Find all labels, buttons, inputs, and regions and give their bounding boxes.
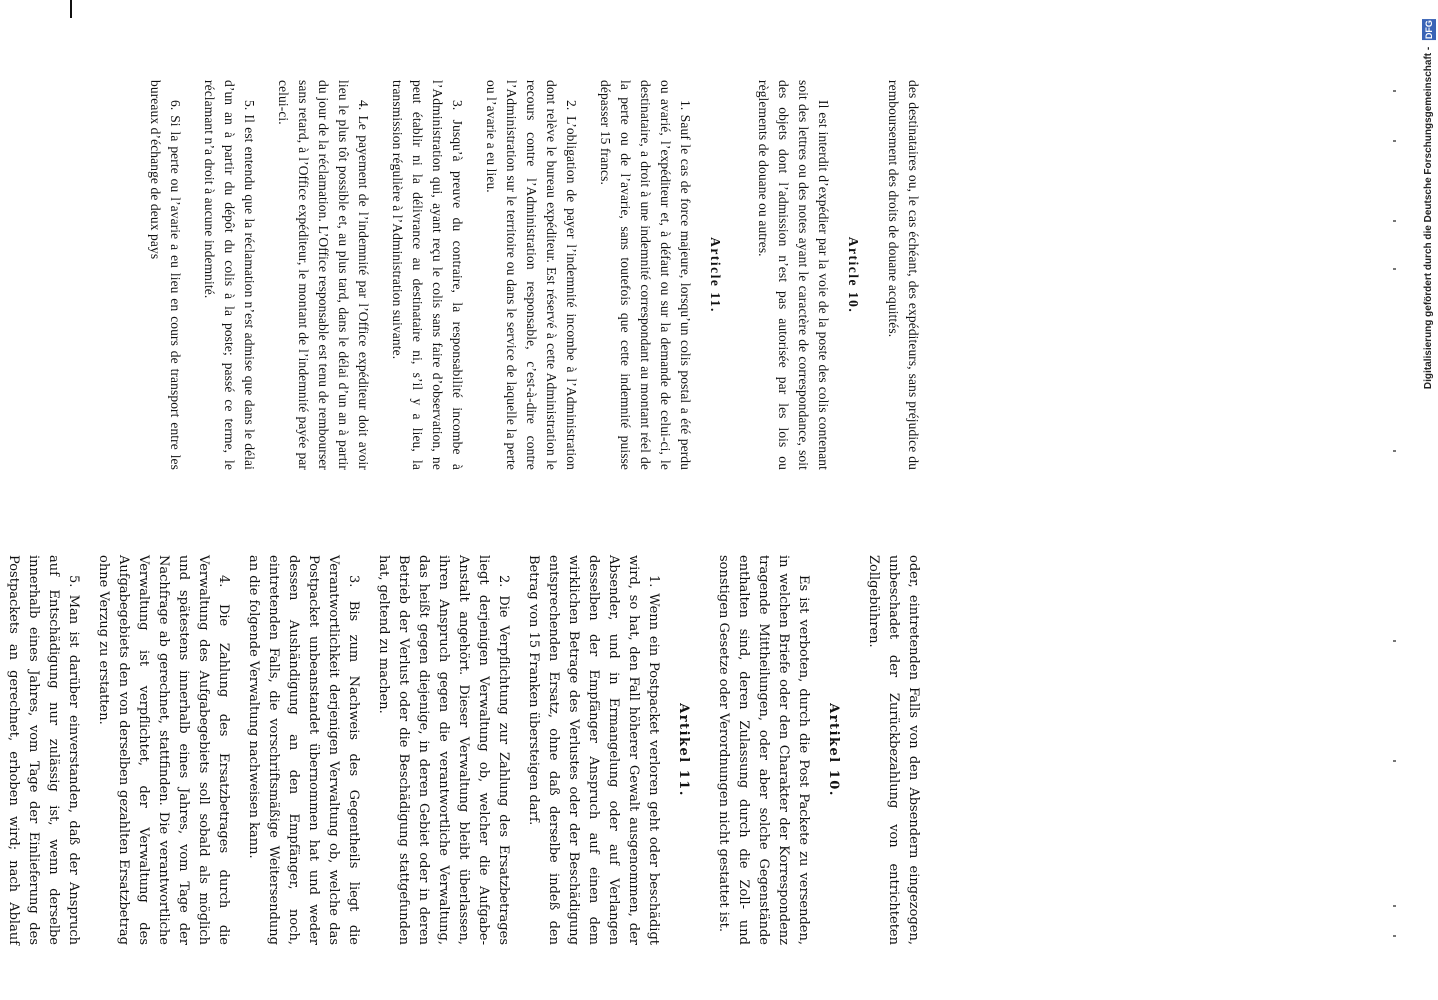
dfg-logo: DFG: [1424, 20, 1434, 39]
french-article-10-title: Article 10.: [846, 236, 861, 314]
french-paragraph-6: 6. Si la perte ou l’avarie a eu lieu en cours de transport entre les bureaux d’échange de deux pays: [148, 80, 183, 470]
french-article-11-title: Article 11.: [708, 237, 723, 313]
french-paragraph-3: 3. Jusqu’à preuve du contraire, la responsabilité incombe à l’Administration qui, ayant reçu le colis sans faire d’observation, ne peut établir ni la délivrance au destinataire ni, s’il y a lieu, la transmission régulière à l’Administration suivante.: [390, 80, 465, 470]
french-paragraph-5: 5. Il est entendu que la réclamation n’est admise que dans le délai d’un an à partir du dépôt du colis à la poste; passé ce terme, le réclamant n’a droit à aucune indemnité.: [202, 80, 257, 470]
german-paragraph-3: 3. Bis zum Nachweis des Gegentheils liegt die Verantwortlichkeit derjenigen Verwaltung ob, welche das Postpacket unbeanstandet übernommen hat und weder dessen Aushändigung an den Empfänger, noch, eintretenden Falls, die vorschriftsmäßige Weitersendung an die folgende Verwaltung nachweisen kann.: [246, 555, 361, 945]
funding-statement: Digitalisierung gefördert durch die Deutsche Forschungsgemeinschaft -: [1423, 46, 1434, 390]
french-article-10-text: Il est interdit d’expédier par la voie de la poste des colis contenant soit des lettres ou des notes ayant le caractère de correspondance, soit des objets dont l’admission n’est pas autorisée par les lois ou règlements de douane ou autres.: [756, 80, 831, 470]
french-intro: des destinataires ou, le cas échéant, des expéditeurs, sans préjudice du remboursement des droits de douane acquittés.: [886, 80, 921, 470]
german-article-11-title: Artikel 11.: [676, 703, 691, 797]
french-paragraph-1: 1. Sauf le cas de force majeure, lorsqu’un colis postal a été perdu ou avarié, l’expéditeur et, à défaut ou sur la demande de celui-ci, le destinataire, a droit à une indemnité correspondant au montant réel de la perte ou de l’avarie, sans toutefois que cette indemnité puisse dépasser 15 francs.: [598, 80, 693, 470]
margin-ticks: [1393, 0, 1413, 1000]
german-article-10-title: Artikel 10.: [826, 703, 841, 797]
french-paragraph-2: 2. L’obligation de payer l’indemnité incombe à l’Administration dont relève le bureau expéditeur. Est réservé à cette Administration le recours contre l’Administration responsable, c’est-à-dire contre l’Administration sur le territoire ou dans le service de laquelle la perte ou l’avarie a eu lieu.: [484, 80, 579, 470]
german-intro: oder, eintretenden Falls von den Absendern eingezogen, unbeschadet der Zurückbezahlung von entrichteten Zollgebühren.: [866, 555, 921, 945]
digitization-note: [1418, 11, 1438, 971]
german-article-10-text: Es ist verboten, durch die Post Packete zu versenden, in welchen Briefe oder den Charakter der Korrespondenz tragende Mittheilungen, oder aber solche Gegenstände enthalten sind, deren Zulassung durch die Zoll- und sonstigen Gesetze oder Verordnungen nicht gestattet ist.: [716, 555, 811, 945]
french-column: [131, 80, 923, 470]
german-column: [0, 555, 923, 945]
digitization-note-text: [1422, 19, 1436, 389]
french-paragraph-4: 4. Le payement de l’indemnité par l’Office expéditeur doit avoir lieu le plus tôt possible et, au plus tard, dans le délai d’un an à partir du jour de la réclamation. L’Office responsable est tenu de rembourser sans retard, à l’Office expéditeur, le montant de l’indemnité payée par celui-ci.: [276, 80, 371, 470]
german-paragraph-1: 1. Wenn ein Postpacket verloren geht oder beschädigt wird, so hat, den Fall höherer Gewalt ausgenommen, der Absender, und in Ermangelung oder auf Verlangen desselben der Empfänger Anspruch auf einen dem wirklichen Betrage des Verlustes oder der Beschädigung entsprechenden Ersatz, ohne daß derselbe indeß den Betrag von 15 Franken übersteigen darf.: [526, 555, 661, 945]
german-paragraph-4: 4. Die Zahlung des Ersatzbetrages durch die Verwaltung des Aufgabegebiets soll sobald als möglich und spätestens innerhalb eines Jahres, vom Tage der Nachfrage ab gerechnet, stattfinden. Die verantwortliche Verwaltung ist verpflichtet, der Verwaltung des Aufgabegebiets den von derselben gezahlten Ersatzbetrag ohne Verzug zu erstatten.: [96, 555, 231, 945]
german-paragraph-5: 5. Man ist darüber einverstanden, daß der Anspruch auf Entschädigung nur zulässig ist, wenn derselbe innerhalb eines Jahres, vom Tage der Einlieferung des Postpackets an gerechnet, erhoben wird; nach Ablauf: [6, 555, 81, 945]
german-paragraph-2: 2. Die Verpflichtung zur Zahlung des Ersatzbetrages liegt derjenigen Verwaltung ob, welcher die Aufgabe-Anstalt angehört. Dieser Verwaltung bleibt überlassen, ihren Anspruch gegen die verantwortliche Verwaltung, das heißt gegen diejenige, in deren Gebiet oder in deren Betrieb der Verlust oder die Beschädigung stattgefunden hat, geltend zu machen.: [376, 555, 511, 945]
